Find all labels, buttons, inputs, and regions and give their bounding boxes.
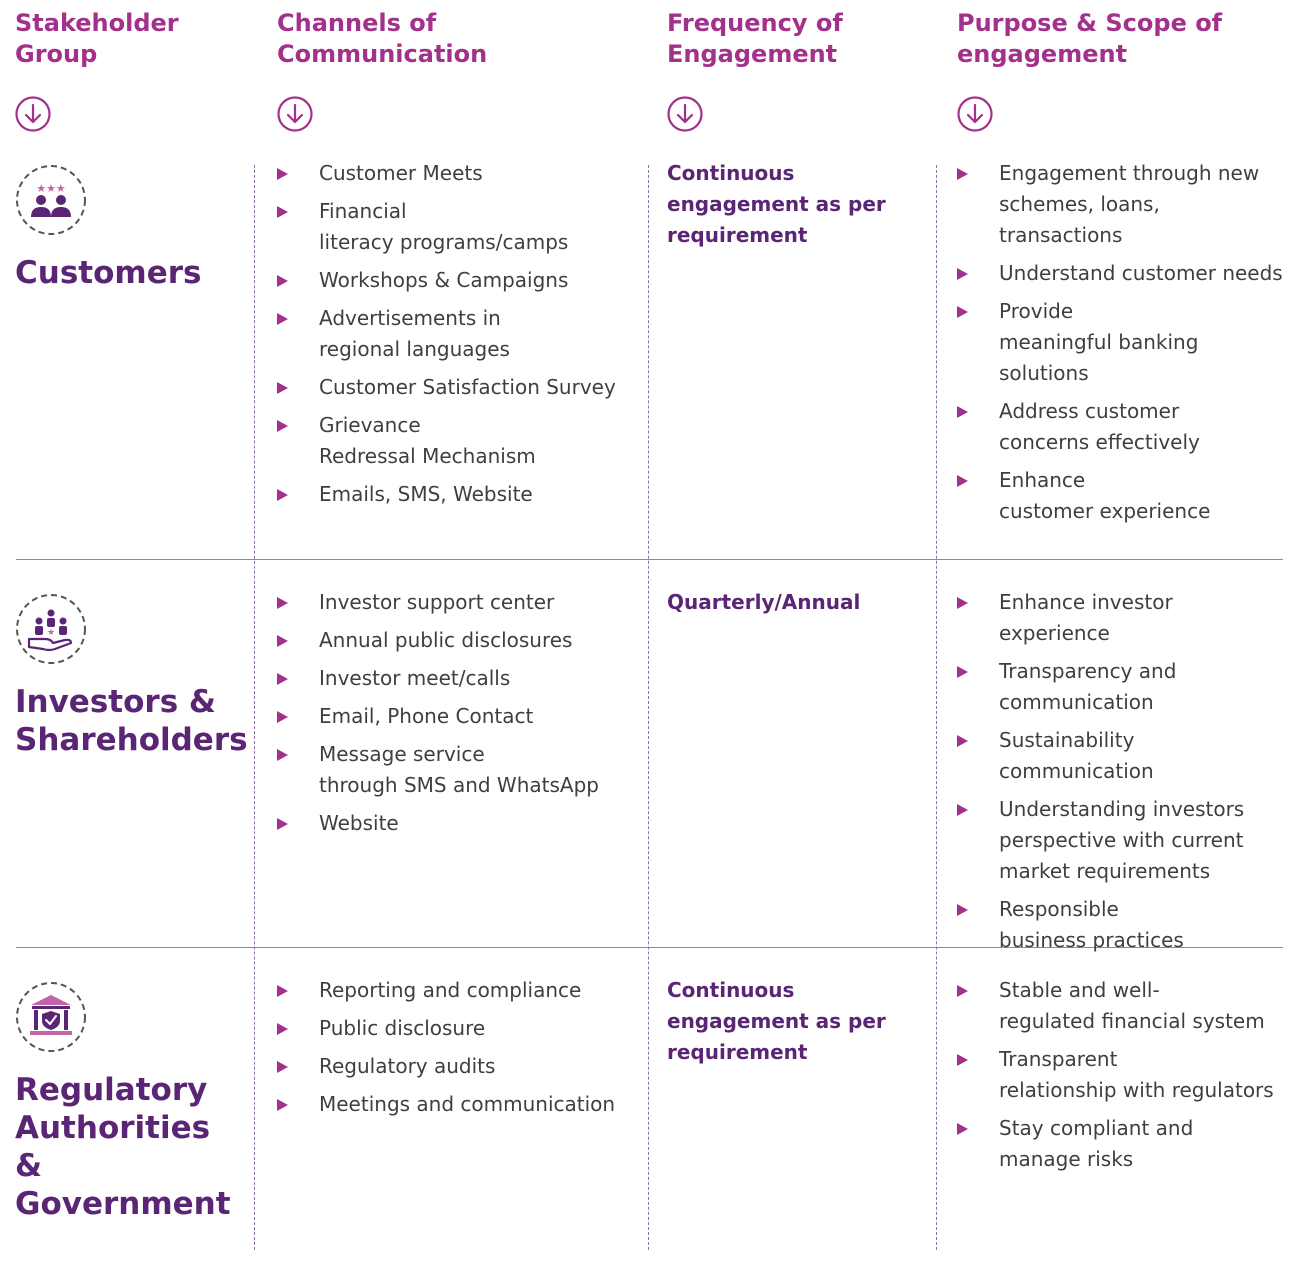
header-title: Channels of Communication <box>277 9 488 68</box>
bullet-triangle-icon <box>957 475 968 487</box>
stakeholder-name: Investors & Shareholders <box>15 684 248 758</box>
header-stakeholder-group <box>15 8 179 70</box>
list-item: Annual public disclosures <box>277 625 627 656</box>
frequency-text: Continuous engagement as per requirement <box>667 161 886 247</box>
column-divider <box>648 165 649 1250</box>
bullet-triangle-icon <box>957 804 968 816</box>
column-divider <box>936 165 937 1250</box>
header-title: Frequency of Engagement <box>667 9 843 68</box>
header-purpose <box>957 8 1222 70</box>
list-item: Responsible business practices <box>957 894 1287 956</box>
list-item: Meetings and communication <box>277 1089 627 1120</box>
list-item: Website <box>277 808 627 839</box>
bullet-triangle-icon <box>277 1023 288 1035</box>
arrow-down-circle-icon <box>957 96 993 132</box>
bullet-triangle-icon <box>277 1061 288 1073</box>
bullet-triangle-icon <box>957 666 968 678</box>
bullet-triangle-icon <box>277 711 288 723</box>
purpose-list-regulators <box>957 975 1287 1182</box>
bullet-triangle-icon <box>277 985 288 997</box>
arrow-down-circle-icon <box>15 96 51 132</box>
list-item: Enhance investor experience <box>957 587 1287 649</box>
bullet-triangle-icon <box>957 406 968 418</box>
bullet-triangle-icon <box>277 206 288 218</box>
list-item: Workshops & Campaigns <box>277 265 627 296</box>
list-item: Transparent relationship with regulators <box>957 1044 1287 1106</box>
bullet-triangle-icon <box>277 818 288 830</box>
channels-list-customers <box>277 158 627 517</box>
channels-list-regulators <box>277 975 627 1127</box>
arrow-down-circle-icon <box>667 96 703 132</box>
stakeholder-name: Customers <box>15 255 202 291</box>
bullet-triangle-icon <box>957 1054 968 1066</box>
list-item: Address customer concerns effectively <box>957 396 1287 458</box>
list-item: Provide meaningful banking solutions <box>957 296 1287 389</box>
list-item: Financial literacy programs/camps <box>277 196 627 258</box>
bullet-triangle-icon <box>277 749 288 761</box>
bullet-triangle-icon <box>277 1099 288 1111</box>
arrow-down-circle-icon <box>277 96 313 132</box>
stakeholder-customers <box>15 164 245 292</box>
bullet-triangle-icon <box>957 168 968 180</box>
bullet-triangle-icon <box>957 306 968 318</box>
list-item: Stay compliant and manage risks <box>957 1113 1287 1175</box>
list-item: Customer Satisfaction Survey <box>277 372 627 403</box>
channels-list-investors <box>277 587 627 846</box>
bullet-triangle-icon <box>277 420 288 432</box>
list-item: Regulatory audits <box>277 1051 627 1082</box>
customers-icon <box>15 164 87 236</box>
bullet-triangle-icon <box>277 382 288 394</box>
svg-text:★: ★ <box>46 628 56 638</box>
bullet-triangle-icon <box>957 268 968 280</box>
stakeholder-investors <box>15 593 248 759</box>
stakeholder-regulators <box>15 981 245 1223</box>
bullet-triangle-icon <box>957 904 968 916</box>
list-item: Grievance Redressal Mechanism <box>277 410 627 472</box>
bullet-triangle-icon <box>277 597 288 609</box>
bullet-triangle-icon <box>277 489 288 501</box>
list-item: Engagement through new schemes, loans, transactions <box>957 158 1287 251</box>
list-item: Advertisements in regional languages <box>277 303 627 365</box>
list-item: Transparency and communication <box>957 656 1287 718</box>
stakeholder-name: Regulatory Authorities & Government <box>15 1072 231 1222</box>
bullet-triangle-icon <box>277 168 288 180</box>
frequency-text: Continuous engagement as per requirement <box>667 978 886 1064</box>
list-item: Email, Phone Contact <box>277 701 627 732</box>
purpose-list-customers <box>957 158 1287 534</box>
list-item: Investor meet/calls <box>277 663 627 694</box>
bullet-triangle-icon <box>277 313 288 325</box>
frequency-text: Quarterly/Annual <box>667 590 861 614</box>
column-divider <box>254 165 255 1250</box>
bullet-triangle-icon <box>957 735 968 747</box>
bullet-triangle-icon <box>277 275 288 287</box>
list-item: Investor support center <box>277 587 627 618</box>
list-item: Understanding investors perspective with current market requirements <box>957 794 1287 887</box>
purpose-list-investors <box>957 587 1287 963</box>
row-divider <box>16 559 1283 560</box>
header-channels <box>277 8 487 70</box>
header-frequency <box>667 8 843 70</box>
list-item: Reporting and compliance <box>277 975 627 1006</box>
header-title: Stakeholder Group <box>15 9 179 68</box>
bullet-triangle-icon <box>957 597 968 609</box>
svg-text:★★★: ★★★ <box>36 182 66 195</box>
list-item: Sustainability communication <box>957 725 1287 787</box>
government-building-shield-icon <box>15 981 87 1053</box>
bullet-triangle-icon <box>957 985 968 997</box>
list-item: Message service through SMS and WhatsApp <box>277 739 627 801</box>
bullet-triangle-icon <box>957 1123 968 1135</box>
list-item: Public disclosure <box>277 1013 627 1044</box>
bullet-triangle-icon <box>277 635 288 647</box>
header-title: Purpose & Scope of engagement <box>957 9 1223 68</box>
list-item: Enhance customer experience <box>957 465 1287 527</box>
list-item: Customer Meets <box>277 158 627 189</box>
list-item: Stable and well- regulated financial system <box>957 975 1287 1037</box>
bullet-triangle-icon <box>277 673 288 685</box>
investors-hand-icon <box>15 593 87 665</box>
list-item: Understand customer needs <box>957 258 1287 289</box>
list-item: Emails, SMS, Website <box>277 479 627 510</box>
